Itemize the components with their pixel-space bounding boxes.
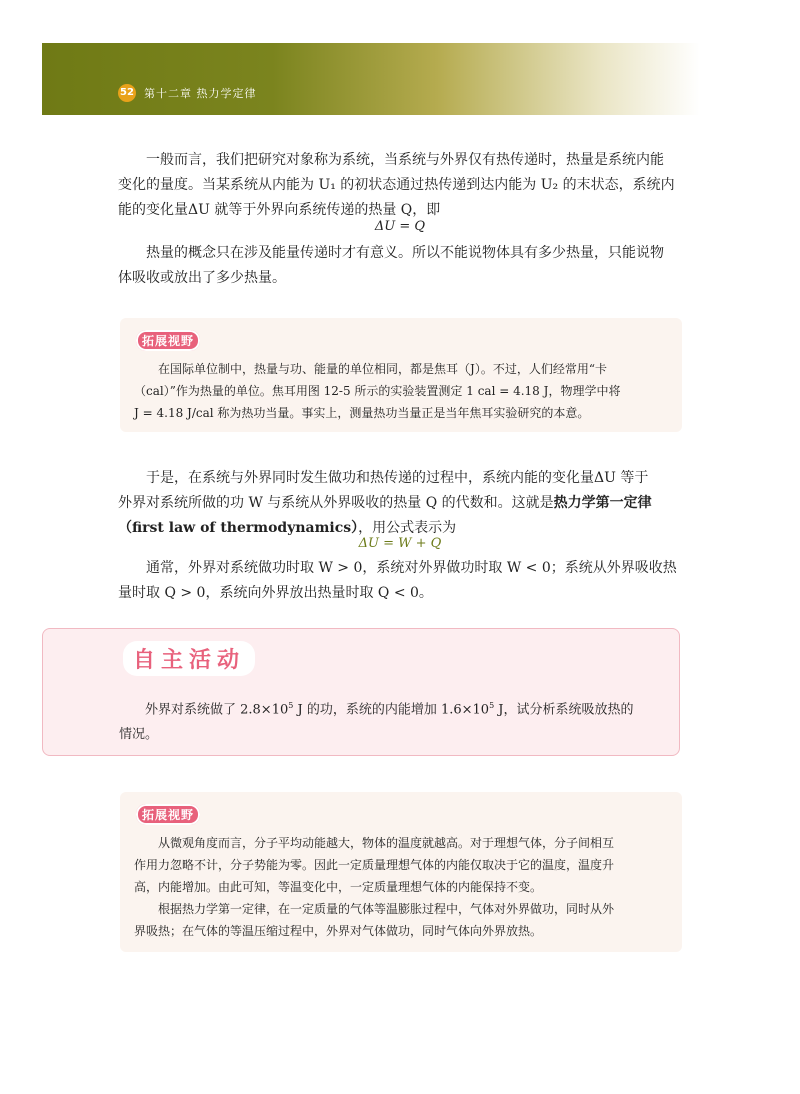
law-name: 热力学第一定律 bbox=[553, 495, 652, 511]
formula-heat: ΔU = Q bbox=[374, 219, 426, 234]
activity-text-a: 外界对系统做了 2.8×10 bbox=[145, 702, 289, 718]
activity-line-2: 情况。 bbox=[119, 727, 159, 743]
box2-line-2: 作用力忽略不计，分子势能为零。因此一定质量理想气体的内能仅取决于它的温度，温度升 bbox=[134, 858, 615, 872]
activity-text-c: J，试分析系统吸放热的 bbox=[494, 702, 634, 718]
law-english: （first law of thermodynamics） bbox=[118, 520, 359, 536]
box1-line-3: J = 4.18 J/cal 称为热功当量。事实上，测量热功当量正是当年焦耳实验研究的本意。 bbox=[134, 406, 590, 420]
paragraph-2-line-2: 体吸收或放出了多少热量。 bbox=[118, 270, 286, 286]
extension-box-1-text bbox=[134, 358, 664, 424]
paragraph-1-line-1: 一般而言，我们把研究对象称为系统，当系统与外界仅有热传递时，热量是系统内能 bbox=[146, 152, 664, 168]
activity-text-b: J 的功，系统的内能增加 1.6×10 bbox=[293, 702, 490, 718]
extension-badge-2: 拓展视野 bbox=[136, 804, 200, 825]
chapter-title: 第十二章 热力学定律 bbox=[144, 87, 257, 100]
paragraph-3 bbox=[118, 466, 693, 541]
paragraph-3-line-1: 于是，在系统与外界同时发生做功和热传递的过程中，系统内能的变化量ΔU 等于 bbox=[146, 470, 649, 486]
self-activity-box bbox=[42, 628, 680, 756]
page-number: 52 bbox=[118, 84, 136, 102]
box2-line-4: 根据热力学第一定律，在一定质量的气体等温膨胀过程中，气体对外界做功，同时从外 bbox=[158, 902, 615, 916]
activity-text bbox=[119, 693, 655, 747]
paragraph-1-line-2: 变化的量度。当某系统从内能为 U₁ 的初状态通过热传递到达内能为 U₂ 的末状态，系统内 bbox=[118, 177, 675, 193]
paragraph-2 bbox=[118, 241, 693, 291]
extension-box-2-text bbox=[134, 832, 664, 942]
box2-line-3: 高，内能增加。由此可知，等温变化中，一定质量理想气体的内能保持不变。 bbox=[134, 880, 543, 894]
paragraph-4-line-1: 通常，外界对系统做功时取 W > 0，系统对外界做功时取 W < 0；系统从外界吸收热 bbox=[146, 560, 677, 576]
paragraph-4-line-2: 量时取 Q > 0，系统向外界放出热量时取 Q < 0。 bbox=[118, 585, 433, 601]
header-band bbox=[42, 43, 700, 115]
formula-first-law: ΔU = W + Q bbox=[358, 536, 442, 551]
extension-badge-1: 拓展视野 bbox=[136, 330, 200, 351]
paragraph-3-line-2 bbox=[118, 491, 693, 516]
box2-line-1: 从微观角度而言，分子平均动能越大，物体的温度就越高。对于理想气体，分子间相互 bbox=[158, 836, 615, 850]
paragraph-1-line-3: 能的变化量ΔU 就等于外界向系统传递的热量 Q，即 bbox=[118, 202, 441, 218]
paragraph-3-line-2a: 外界对系统所做的功 W 与系统从外界吸收的热量 Q 的代数和。这就是 bbox=[118, 495, 554, 511]
extension-box-1 bbox=[120, 318, 682, 432]
activity-title: 自主活动 bbox=[123, 641, 255, 676]
activity-exp-1: 5 bbox=[288, 701, 294, 710]
paragraph-1 bbox=[118, 148, 693, 223]
paragraph-3-line-3b: ，用公式表示为 bbox=[358, 520, 457, 536]
box2-line-5: 界吸热；在气体的等温压缩过程中，外界对气体做功，同时气体向外界放热。 bbox=[134, 924, 543, 938]
box1-line-1: 在国际单位制中，热量与功、能量的单位相同，都是焦耳（J）。不过，人们经常用“卡 bbox=[158, 362, 607, 376]
paragraph-4 bbox=[118, 556, 693, 606]
paragraph-2-line-1: 热量的概念只在涉及能量传递时才有意义。所以不能说物体具有多少热量，只能说物 bbox=[146, 245, 664, 261]
box1-line-2: （cal）”作为热量的单位。焦耳用图 12-5 所示的实验装置测定 1 cal = 4.18 J，物理学中将 bbox=[134, 384, 621, 398]
activity-exp-2: 5 bbox=[489, 701, 495, 710]
extension-box-2 bbox=[120, 792, 682, 952]
